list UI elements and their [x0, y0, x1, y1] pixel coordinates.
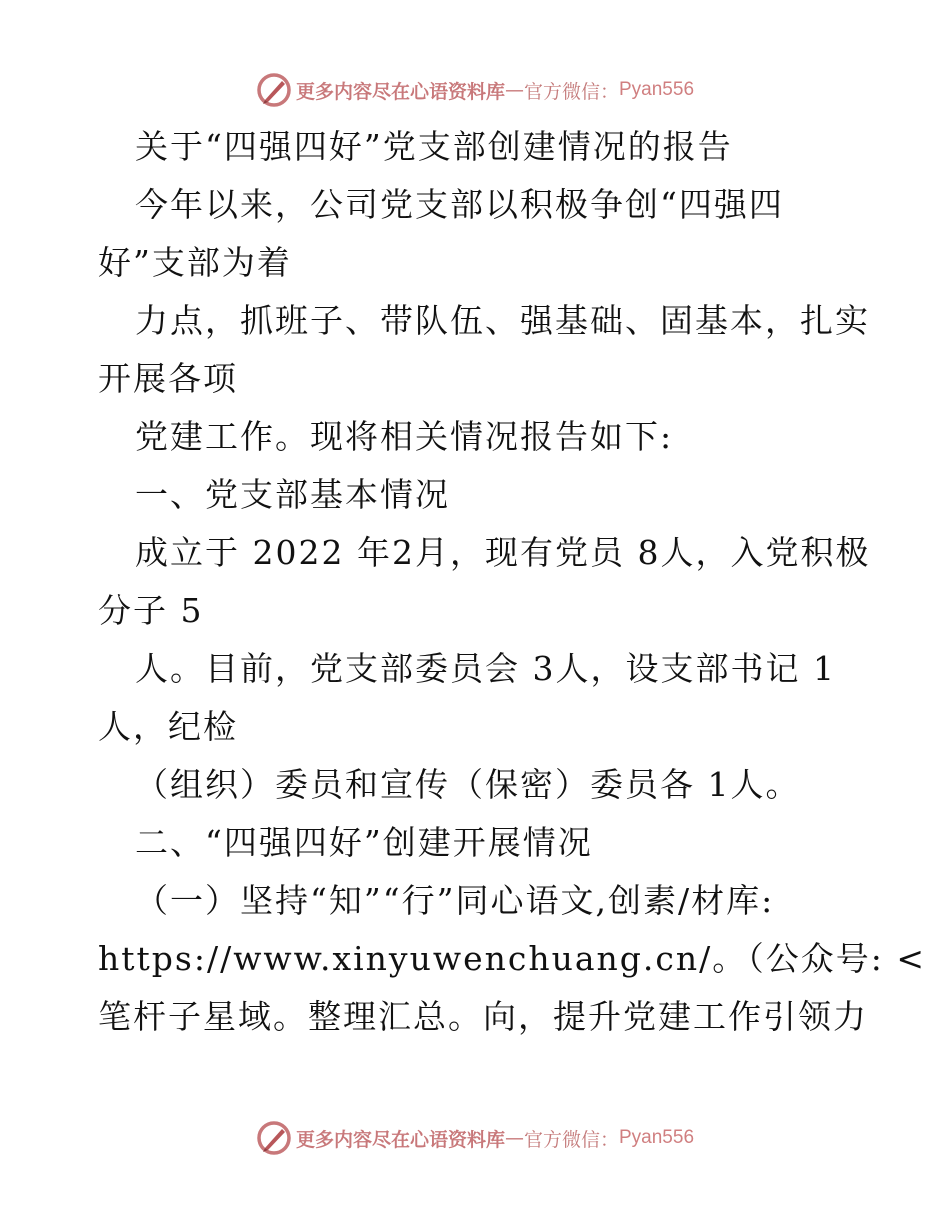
- paragraph-line: 笔杆子星域。整理汇总。向，提升党建工作引领力: [98, 997, 868, 1036]
- section-heading: 二、“四强四好”创建开展情况: [135, 823, 593, 862]
- watermark-wechat-label: 官方微信：: [523, 1128, 619, 1151]
- watermark-site-text: 更多内容尽在心语资料库: [295, 1128, 505, 1151]
- watermark-separator: —: [504, 1127, 524, 1149]
- watermark-separator: —: [504, 79, 524, 101]
- paragraph-line: （组织）委员和宣传（保密）委员各 1人。: [135, 765, 801, 804]
- brush-circle-logo-icon: [256, 72, 292, 108]
- brush-circle-logo-icon: [256, 1120, 292, 1156]
- paragraph-line: （一）坚持“知”“行”同心语文,创素/材库:: [135, 881, 775, 920]
- watermark-wechat-label: 官方微信：: [523, 80, 619, 103]
- paragraph-line: 开展各项: [98, 359, 238, 398]
- paragraph-line: 成立于 2022 年2月，现有党员 8人，入党积极: [135, 533, 871, 572]
- paragraph-line: 分子 5: [98, 591, 204, 630]
- section-heading: 一、党支部基本情况: [135, 475, 450, 514]
- watermark-banner-bottom: [0, 1118, 950, 1158]
- paragraph-line: 力点，抓班子、带队伍、强基础、固基本，扎实: [135, 301, 870, 340]
- paragraph-line: 好”支部为着: [98, 243, 292, 282]
- paragraph-line: 人，纪检: [98, 707, 238, 746]
- watermark-banner-top: [0, 70, 950, 110]
- watermark-site-text: 更多内容尽在心语资料库: [295, 80, 505, 103]
- watermark-wechat-id: Pyan556: [619, 1127, 695, 1148]
- paragraph-line: https://www.xinyuwenchuang.cn/。（公众号: <: [98, 939, 926, 978]
- watermark-wechat-id: Pyan556: [619, 79, 695, 100]
- paragraph-line: 人。目前，党支部委员会 3人，设支部书记 1: [135, 649, 836, 688]
- paragraph-line: 今年以来，公司党支部以积极争创“四强四: [135, 185, 784, 224]
- paragraph-line: 党建工作。现将相关情况报告如下:: [135, 417, 674, 456]
- document-title: 关于“四强四好”党支部创建情况的报告: [135, 127, 733, 166]
